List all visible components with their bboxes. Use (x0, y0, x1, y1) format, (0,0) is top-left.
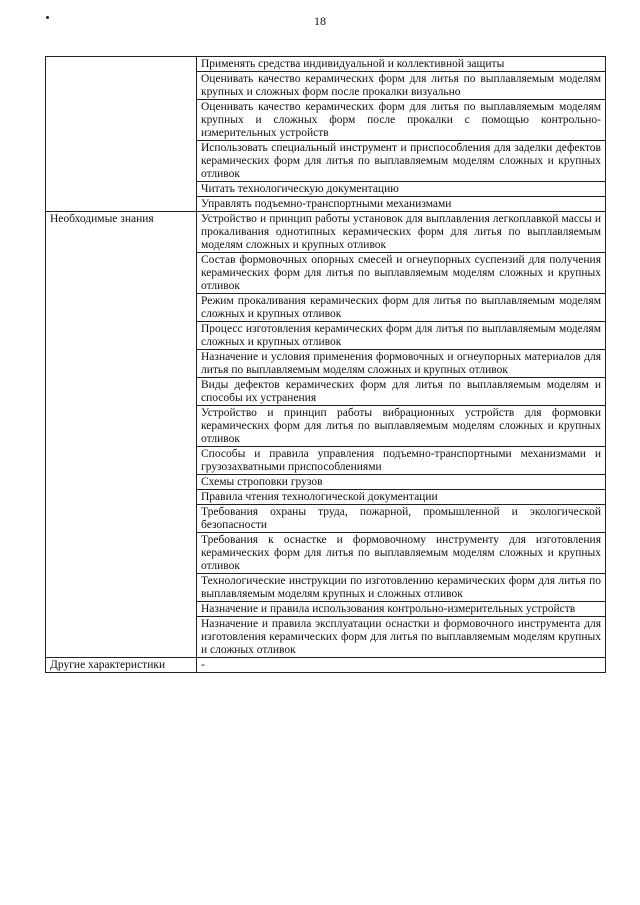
row-text: Устройство и принцип работы вибрационных устройств для формовки керамических форм для литья по выплавляемым моделям сложных и крупных отливок (197, 406, 606, 447)
row-text: Правила чтения технологической документации (197, 490, 606, 505)
row-text: Управлять подъемно-транспортными механизмами (197, 197, 606, 212)
row-text: Схемы строповки грузов (197, 475, 606, 490)
other-row (46, 658, 606, 673)
row-text: Требования к оснастке и формовочному инструменту для изготовления керамических форм для литья по выплавляемым моделям сложных и крупных отливок (197, 533, 606, 574)
row-text: Назначение и правила эксплуатации оснастки и формовочного инструмента для изготовления керамических форм для литья по выплавляемым моделям крупных и сложных отливок (197, 617, 606, 658)
page-number: 18 (314, 14, 326, 28)
row-text: Способы и правила управления подъемно-транспортными механизмами и грузозахватными приспособлениями (197, 447, 606, 475)
row-text: Оценивать качество керамических форм для литья по выплавляемым моделям крупных и сложных форм после прокалки с помощью контрольно-измерительных устройств (197, 100, 606, 141)
row-text: Устройство и принцип работы установок для выплавления легкоплавкой массы и прокаливания однотипных керамических форм для литья по выплавляемым моделям сложных и крупных отливок (197, 212, 606, 253)
row-text: Режим прокаливания керамических форм для литья по выплавляемым моделям сложных и крупных отливок (197, 294, 606, 322)
row-text: Процесс изготовления керамических форм для литья по выплавляемым моделям сложных и крупных отливок (197, 322, 606, 350)
knowledge-row (46, 212, 606, 253)
row-text: Использовать специальный инструмент и приспособления для заделки дефектов керамических форм для литья по выплавляемым моделям сложных и крупных отливок (197, 141, 606, 182)
row-text: Назначение и правила использования контрольно-измерительных устройств (197, 602, 606, 617)
row-text: Технологические инструкции по изготовлению керамических форм для литья по выплавляемым моделям крупных и сложных отливок (197, 574, 606, 602)
skills-row (46, 57, 606, 72)
row-text: Виды дефектов керамических форм для литья по выплавляемым моделям и способы их устранения (197, 378, 606, 406)
row-label (46, 57, 197, 212)
row-label: Другие характеристики (46, 658, 197, 673)
row-text: Назначение и условия применения формовочных и огнеупорных материалов для литья по выплавляемым моделям сложных и крупных отливок (197, 350, 606, 378)
requirements-table (45, 56, 606, 673)
row-text: Читать технологическую документацию (197, 182, 606, 197)
row-text: Оценивать качество керамических форм для литья по выплавляемым моделям крупных и сложных форм после прокалки визуально (197, 72, 606, 100)
row-text: Требования охраны труда, пожарной, промышленной и экологической безопасности (197, 505, 606, 533)
row-text: Применять средства индивидуальной и коллективной защиты (197, 57, 606, 72)
row-text: - (197, 658, 606, 673)
row-label: Необходимые знания (46, 212, 197, 658)
row-text: Состав формовочных опорных смесей и огнеупорных суспензий для получения керамических форм для литья по выплавляемым моделям сложных и крупных отливок (197, 253, 606, 294)
